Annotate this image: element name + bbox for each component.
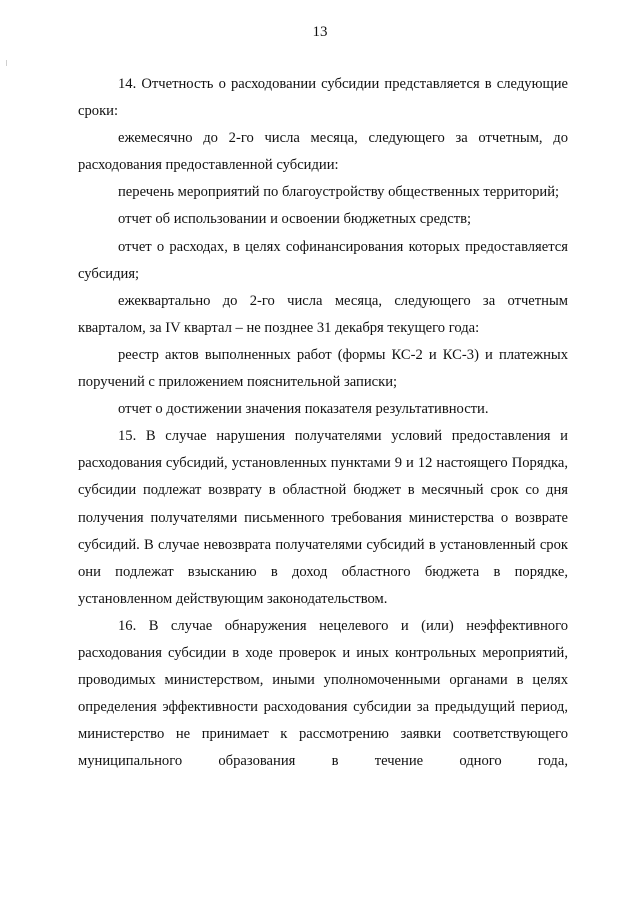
- paragraph-15-subsidy-return: 15. В случае нарушения получателями условий предоставления и расходования субсидий, установленных пунктами 9 и 12 настоящего Порядка, субсидии подлежат возврату в областной бюджет в месячный срок со дня получения получателями письменного требования министерства о возврате субсидий. В случае невозврата получателями субсидий в установленный срок они подлежат взысканию в доход областного бюджета в порядке, установленном действующим законодательством.: [78, 428, 568, 607]
- paragraph-14-reporting-terms: 14. Отчетность о расходовании субсидии представляется в следующие сроки:: [78, 76, 568, 120]
- document-body: [78, 71, 568, 775]
- paragraph-expenses-report: отчет о расходах, в целях софинансирования которых предоставляется субсидия;: [78, 238, 568, 282]
- paragraph-acts-register: реестр актов выполненных работ (формы КС-2 и КС-3) и платежных поручений с приложением пояснительной записки;: [78, 346, 568, 391]
- paragraph-budget-funds-report: отчет об использовании и освоении бюджетных средств;: [118, 211, 472, 228]
- page-number: 13: [312, 24, 328, 40]
- paragraph-performance-report: отчет о достижении значения показателя результативности.: [118, 401, 489, 418]
- paragraph-quarterly-reporting: ежеквартально до 2-го числа месяца, следующего за отчетным кварталом, за IV квартал – не позднее 31 декабря текущего года:: [78, 292, 568, 336]
- scan-edge-mark: [6, 60, 7, 66]
- paragraph-list-of-activities: перечень мероприятий по благоустройству общественных территорий;: [118, 184, 560, 201]
- paragraph-monthly-reporting: ежемесячно до 2-го числа месяца, следующего за отчетным, до расходования предоставленной субсидии:: [78, 130, 568, 174]
- paragraph-16-misuse: 16. В случае обнаружения нецелевого и (или) неэффективного расходования субсидии в ходе проверок и иных контрольных мероприятий, проводимых министерством, иными уполномоченными органами в целях определения эффективности расходования субсидии за предыдущий период, министерство не принимает к рассмотрению заявки соответствующего муниципального образования в течение одного года,: [78, 617, 568, 770]
